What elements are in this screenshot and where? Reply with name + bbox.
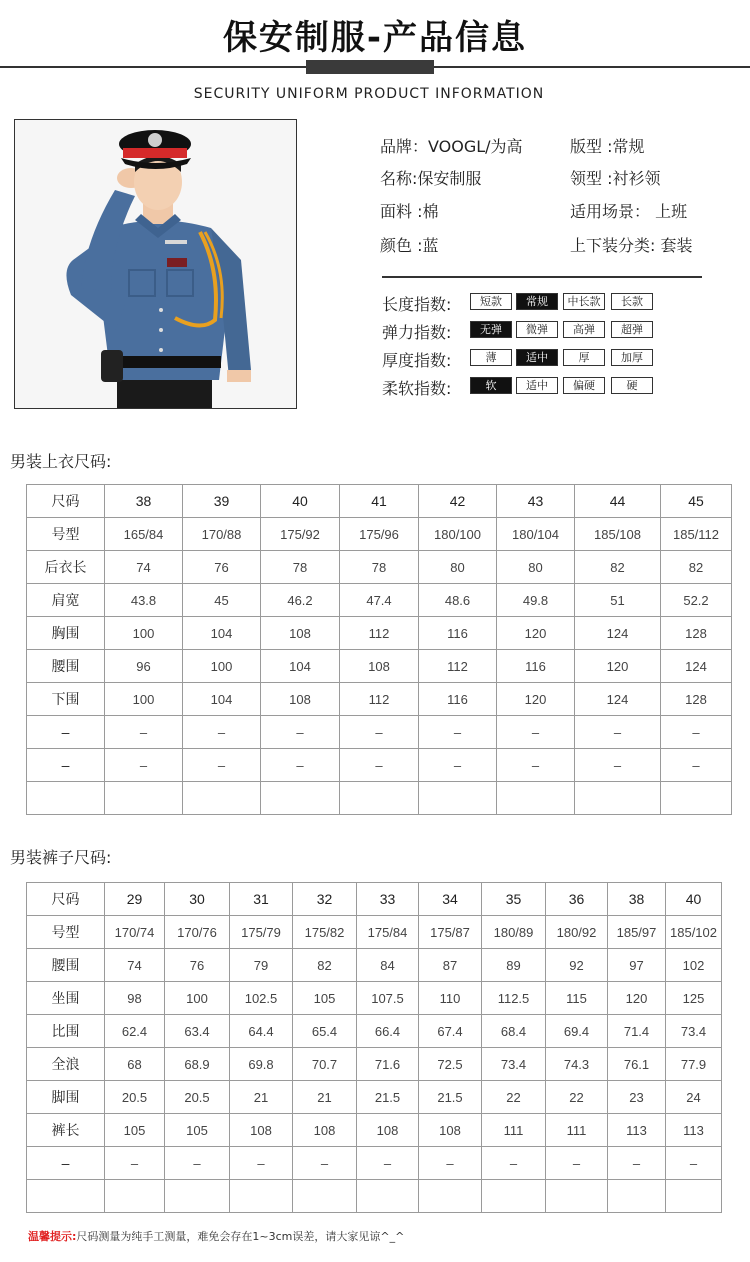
- pants-size-cell: 89: [482, 949, 546, 982]
- note-label: 温馨提示:: [28, 1230, 77, 1243]
- pants-size-cell: 35: [482, 883, 546, 916]
- pants-size-cell: 92: [546, 949, 608, 982]
- top-size-cell: 39: [183, 485, 261, 518]
- top-size-cell: 128: [661, 617, 732, 650]
- top-size-row: [27, 518, 732, 551]
- top-size-cell: 180/100: [419, 518, 497, 551]
- thickness-index-option: 厚: [563, 349, 605, 366]
- top-size-cell: 108: [340, 650, 419, 683]
- pants-size-row-header: 号型: [27, 916, 105, 949]
- top-size-row-header: –: [27, 716, 105, 749]
- pants-size-row: [27, 1081, 722, 1114]
- measurement-note: [28, 1228, 404, 1244]
- pants-size-cell: 125: [666, 982, 722, 1015]
- info-occasion: 适用场景： 上班: [570, 202, 688, 221]
- top-size-row: [27, 650, 732, 683]
- top-size-row: [27, 749, 732, 782]
- pants-size-cell: 62.4: [105, 1015, 165, 1048]
- pants-size-cell: 105: [105, 1114, 165, 1147]
- pants-size-cell: 115: [546, 982, 608, 1015]
- pants-size-cell: 69.8: [230, 1048, 293, 1081]
- pants-size-cell: 21.5: [357, 1081, 419, 1114]
- pants-size-cell: 33: [357, 883, 419, 916]
- top-size-cell: 47.4: [340, 584, 419, 617]
- top-size-cell: 100: [183, 650, 261, 683]
- thickness-index-label: 厚度指数:: [382, 351, 452, 370]
- top-size-cell: 170/88: [183, 518, 261, 551]
- pants-size-cell: 24: [666, 1081, 722, 1114]
- pants-size-cell: [165, 1180, 230, 1213]
- top-size-cell: 116: [419, 683, 497, 716]
- top-size-cell: 116: [419, 617, 497, 650]
- pants-size-row-header: –: [27, 1147, 105, 1180]
- pants-size-cell: 76: [165, 949, 230, 982]
- top-size-cell: –: [340, 716, 419, 749]
- pants-size-cell: 112.5: [482, 982, 546, 1015]
- pants-size-cell: 113: [666, 1114, 722, 1147]
- info-fit: 版型 :常规: [570, 137, 645, 156]
- pants-size-cell: 175/84: [357, 916, 419, 949]
- softness-index-option: 偏硬: [563, 377, 605, 394]
- top-size-cell: –: [661, 749, 732, 782]
- softness-index-option: 软: [470, 377, 512, 394]
- top-size-cell: –: [661, 716, 732, 749]
- elasticity-index-option: 高弹: [563, 321, 605, 338]
- pants-size-cell: 65.4: [293, 1015, 357, 1048]
- pants-size-cell: 185/97: [608, 916, 666, 949]
- top-size-cell: 41: [340, 485, 419, 518]
- top-size-heading: 男装上衣尺码:: [10, 452, 112, 471]
- length-index-option: 长款: [611, 293, 653, 310]
- top-size-cell: –: [419, 716, 497, 749]
- top-size-cell: 82: [575, 551, 661, 584]
- pants-size-cell: [419, 1180, 482, 1213]
- top-size-cell: 108: [261, 617, 340, 650]
- top-size-cell: 49.8: [497, 584, 575, 617]
- pants-size-cell: 68: [105, 1048, 165, 1081]
- pants-size-cell: 74.3: [546, 1048, 608, 1081]
- pants-size-cell: 38: [608, 883, 666, 916]
- pants-size-cell: 79: [230, 949, 293, 982]
- pants-size-cell: 175/79: [230, 916, 293, 949]
- top-size-cell: 52.2: [661, 584, 732, 617]
- pants-size-cell: 108: [357, 1114, 419, 1147]
- top-size-cell: 80: [497, 551, 575, 584]
- pants-size-row: [27, 982, 722, 1015]
- top-size-row-header: 胸围: [27, 617, 105, 650]
- top-size-cell: 120: [497, 617, 575, 650]
- thickness-index-option: 加厚: [611, 349, 653, 366]
- top-size-cell: 104: [261, 650, 340, 683]
- top-size-cell: –: [261, 749, 340, 782]
- pants-size-cell: 105: [293, 982, 357, 1015]
- pants-size-cell: 170/74: [105, 916, 165, 949]
- pants-size-cell: 82: [293, 949, 357, 982]
- title-accent-bar: [306, 60, 434, 74]
- top-size-cell: –: [340, 749, 419, 782]
- pants-size-cell: 70.7: [293, 1048, 357, 1081]
- page-title: 保安制服-产品信息: [222, 18, 528, 58]
- top-size-cell: 78: [340, 551, 419, 584]
- pants-size-cell: [230, 1180, 293, 1213]
- pants-size-cell: [357, 1180, 419, 1213]
- pants-size-row: [27, 916, 722, 949]
- pants-size-cell: 100: [165, 982, 230, 1015]
- top-size-cell: 165/84: [105, 518, 183, 551]
- top-size-row-header: 尺码: [27, 485, 105, 518]
- pants-size-cell: 29: [105, 883, 165, 916]
- top-size-cell: –: [105, 749, 183, 782]
- pants-size-cell: 22: [482, 1081, 546, 1114]
- pants-size-row-header: 脚围: [27, 1081, 105, 1114]
- thickness-index-option: 薄: [470, 349, 512, 366]
- info-divider: [382, 276, 702, 278]
- top-size-cell: 78: [261, 551, 340, 584]
- top-size-row-header: 下围: [27, 683, 105, 716]
- top-size-cell: 112: [340, 617, 419, 650]
- pants-size-heading: 男装裤子尺码:: [10, 848, 112, 867]
- top-size-cell: 175/96: [340, 518, 419, 551]
- pants-size-cell: 76.1: [608, 1048, 666, 1081]
- top-size-row: [27, 584, 732, 617]
- top-size-cell: 100: [105, 617, 183, 650]
- pants-size-cell: 87: [419, 949, 482, 982]
- pants-size-cell: 68.9: [165, 1048, 230, 1081]
- top-size-cell: 180/104: [497, 518, 575, 551]
- top-size-cell: 80: [419, 551, 497, 584]
- pants-size-cell: –: [608, 1147, 666, 1180]
- pants-size-cell: 175/82: [293, 916, 357, 949]
- pants-size-cell: 110: [419, 982, 482, 1015]
- top-size-cell: 185/108: [575, 518, 661, 551]
- pants-size-cell: –: [105, 1147, 165, 1180]
- top-size-cell: –: [183, 716, 261, 749]
- top-size-row: [27, 716, 732, 749]
- top-size-cell: 42: [419, 485, 497, 518]
- pants-size-cell: 63.4: [165, 1015, 230, 1048]
- length-index-option: 短款: [470, 293, 512, 310]
- softness-index-option: 适中: [516, 377, 558, 394]
- top-size-cell: 112: [340, 683, 419, 716]
- top-size-cell: 112: [419, 650, 497, 683]
- top-size-row-header: 号型: [27, 518, 105, 551]
- pants-size-cell: 102: [666, 949, 722, 982]
- top-size-cell: 128: [661, 683, 732, 716]
- top-size-cell: –: [575, 749, 661, 782]
- pants-size-cell: [482, 1180, 546, 1213]
- pants-size-cell: 74: [105, 949, 165, 982]
- pants-size-cell: 111: [482, 1114, 546, 1147]
- pants-size-cell: –: [165, 1147, 230, 1180]
- pants-size-cell: [293, 1180, 357, 1213]
- pants-size-cell: 180/89: [482, 916, 546, 949]
- top-size-cell: [575, 782, 661, 815]
- pants-size-row: [27, 1048, 722, 1081]
- top-size-cell: 116: [497, 650, 575, 683]
- pants-size-cell: 108: [230, 1114, 293, 1147]
- pants-size-cell: 69.4: [546, 1015, 608, 1048]
- pants-size-cell: –: [230, 1147, 293, 1180]
- pants-size-cell: 21.5: [419, 1081, 482, 1114]
- top-size-cell: 51: [575, 584, 661, 617]
- pants-size-cell: 67.4: [419, 1015, 482, 1048]
- thickness-index-option: 适中: [516, 349, 558, 366]
- top-size-cell: [497, 782, 575, 815]
- top-size-cell: 175/92: [261, 518, 340, 551]
- info-category: 上下装分类: 套装: [570, 236, 693, 255]
- pants-size-cell: 21: [293, 1081, 357, 1114]
- pants-size-cell: 111: [546, 1114, 608, 1147]
- top-size-cell: 38: [105, 485, 183, 518]
- pants-size-row-header: [27, 1180, 105, 1213]
- pants-size-row-header: 全浪: [27, 1048, 105, 1081]
- pants-size-cell: 108: [419, 1114, 482, 1147]
- top-size-cell: 48.6: [419, 584, 497, 617]
- pants-size-cell: [666, 1180, 722, 1213]
- page-subtitle: SECURITY UNIFORM PRODUCT INFORMATION: [193, 86, 545, 102]
- top-size-cell: [661, 782, 732, 815]
- pants-size-row-header: 裤长: [27, 1114, 105, 1147]
- softness-index-option: 硬: [611, 377, 653, 394]
- top-size-cell: [261, 782, 340, 815]
- pants-size-cell: 105: [165, 1114, 230, 1147]
- top-size-cell: 185/112: [661, 518, 732, 551]
- pants-size-cell: 98: [105, 982, 165, 1015]
- pants-size-cell: 31: [230, 883, 293, 916]
- top-size-cell: 96: [105, 650, 183, 683]
- pants-size-row: [27, 1114, 722, 1147]
- info-collar: 领型 :衬衫领: [570, 169, 661, 188]
- top-size-cell: 43.8: [105, 584, 183, 617]
- pants-size-cell: 71.4: [608, 1015, 666, 1048]
- elasticity-index-option: 微弹: [516, 321, 558, 338]
- pants-size-cell: [608, 1180, 666, 1213]
- pants-size-table: [26, 882, 722, 1213]
- top-size-cell: [183, 782, 261, 815]
- info-name: 名称:保安制服: [380, 169, 482, 188]
- pants-size-row: [27, 1147, 722, 1180]
- pants-size-cell: 170/76: [165, 916, 230, 949]
- info-brand: 品牌：VOOGL/为高: [380, 137, 523, 156]
- pants-size-cell: [105, 1180, 165, 1213]
- pants-size-cell: 108: [293, 1114, 357, 1147]
- top-size-cell: [419, 782, 497, 815]
- pants-size-cell: 20.5: [165, 1081, 230, 1114]
- elasticity-index-label: 弹力指数:: [382, 323, 452, 342]
- pants-size-cell: –: [666, 1147, 722, 1180]
- top-size-cell: 40: [261, 485, 340, 518]
- top-size-cell: 45: [183, 584, 261, 617]
- pants-size-cell: –: [357, 1147, 419, 1180]
- top-size-cell: –: [183, 749, 261, 782]
- pants-size-cell: 36: [546, 883, 608, 916]
- pants-size-cell: 66.4: [357, 1015, 419, 1048]
- top-size-row-header: 后衣长: [27, 551, 105, 584]
- top-size-cell: –: [575, 716, 661, 749]
- top-size-row-header: –: [27, 749, 105, 782]
- top-size-row: [27, 485, 732, 518]
- top-size-cell: 44: [575, 485, 661, 518]
- top-size-row: [27, 551, 732, 584]
- pants-size-row: [27, 1015, 722, 1048]
- pants-size-cell: 72.5: [419, 1048, 482, 1081]
- top-size-cell: [340, 782, 419, 815]
- length-index-option: 常规: [516, 293, 558, 310]
- pants-size-cell: 84: [357, 949, 419, 982]
- top-size-cell: 76: [183, 551, 261, 584]
- length-index-option: 中长款: [563, 293, 605, 310]
- pants-size-row-header: 坐围: [27, 982, 105, 1015]
- top-size-cell: –: [497, 716, 575, 749]
- pants-size-cell: 64.4: [230, 1015, 293, 1048]
- pants-size-cell: 73.4: [482, 1048, 546, 1081]
- pants-size-cell: 180/92: [546, 916, 608, 949]
- pants-size-cell: 185/102: [666, 916, 722, 949]
- pants-size-row: [27, 883, 722, 916]
- top-size-cell: [105, 782, 183, 815]
- pants-size-cell: 73.4: [666, 1015, 722, 1048]
- info-fabric: 面料 :棉: [380, 202, 439, 221]
- pants-size-cell: 97: [608, 949, 666, 982]
- pants-size-cell: 71.6: [357, 1048, 419, 1081]
- pants-size-cell: 30: [165, 883, 230, 916]
- pants-size-cell: –: [546, 1147, 608, 1180]
- top-size-cell: 120: [497, 683, 575, 716]
- top-size-cell: 74: [105, 551, 183, 584]
- pants-size-cell: [546, 1180, 608, 1213]
- top-size-row-header: [27, 782, 105, 815]
- top-size-cell: 82: [661, 551, 732, 584]
- top-size-cell: 120: [575, 650, 661, 683]
- elasticity-index-option: 无弹: [470, 321, 512, 338]
- top-size-cell: 45: [661, 485, 732, 518]
- pants-size-cell: 23: [608, 1081, 666, 1114]
- top-size-row: [27, 782, 732, 815]
- top-size-cell: 124: [575, 683, 661, 716]
- pants-size-row: [27, 1180, 722, 1213]
- top-size-cell: 104: [183, 617, 261, 650]
- length-index-label: 长度指数:: [382, 295, 452, 314]
- top-size-cell: –: [419, 749, 497, 782]
- pants-size-cell: 21: [230, 1081, 293, 1114]
- top-size-cell: –: [105, 716, 183, 749]
- pants-size-cell: 102.5: [230, 982, 293, 1015]
- softness-index-label: 柔软指数:: [382, 379, 452, 398]
- pants-size-cell: 77.9: [666, 1048, 722, 1081]
- top-size-row: [27, 683, 732, 716]
- pants-size-row-header: 腰围: [27, 949, 105, 982]
- pants-size-cell: 175/87: [419, 916, 482, 949]
- top-size-table: [26, 484, 732, 815]
- top-size-cell: 124: [661, 650, 732, 683]
- pants-size-cell: 120: [608, 982, 666, 1015]
- top-size-cell: –: [497, 749, 575, 782]
- pants-size-cell: 68.4: [482, 1015, 546, 1048]
- info-color: 颜色 :蓝: [380, 236, 439, 255]
- top-size-row-header: 肩宽: [27, 584, 105, 617]
- pants-size-cell: 113: [608, 1114, 666, 1147]
- top-size-cell: 46.2: [261, 584, 340, 617]
- top-size-row: [27, 617, 732, 650]
- top-size-cell: 43: [497, 485, 575, 518]
- pants-size-cell: 40: [666, 883, 722, 916]
- pants-size-cell: –: [419, 1147, 482, 1180]
- top-size-cell: 108: [261, 683, 340, 716]
- pants-size-cell: 32: [293, 883, 357, 916]
- pants-size-cell: 34: [419, 883, 482, 916]
- pants-size-row: [27, 949, 722, 982]
- product-photo: [14, 119, 297, 409]
- top-size-cell: –: [261, 716, 340, 749]
- top-size-cell: 100: [105, 683, 183, 716]
- pants-size-cell: –: [293, 1147, 357, 1180]
- pants-size-cell: –: [482, 1147, 546, 1180]
- elasticity-index-option: 超弹: [611, 321, 653, 338]
- top-size-cell: 124: [575, 617, 661, 650]
- pants-size-row-header: 尺码: [27, 883, 105, 916]
- security-guard-illustration: [15, 120, 296, 408]
- pants-size-row-header: 比围: [27, 1015, 105, 1048]
- note-text: 尺码测量为纯手工测量，难免会存在1~3cm误差，请大家见谅^_^: [76, 1230, 405, 1243]
- pants-size-cell: 107.5: [357, 982, 419, 1015]
- pants-size-cell: 20.5: [105, 1081, 165, 1114]
- top-size-cell: 104: [183, 683, 261, 716]
- pants-size-cell: 22: [546, 1081, 608, 1114]
- top-size-row-header: 腰围: [27, 650, 105, 683]
